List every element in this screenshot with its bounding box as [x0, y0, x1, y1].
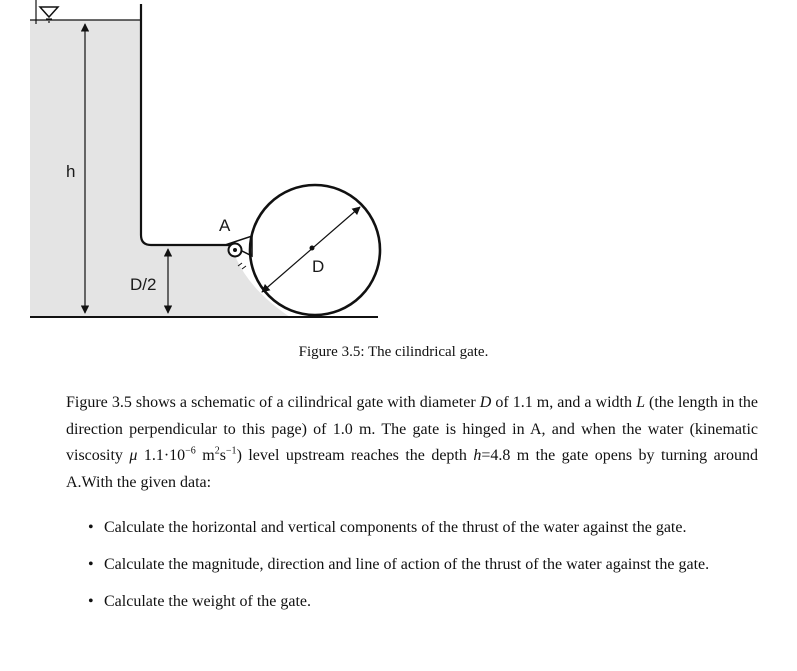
wall [141, 4, 232, 245]
problem-paragraph: Figure 3.5 shows a schematic of a cilindrical gate with diameter D of 1.1 m, and a width L (the length in the direction perpendicular to this page) of 1.0 m. The gate is hinged in A, and when the water (kinematic viscosity μ $1.1\cdot 10^{-6}$ $m^2s^{-1}$) level upstream reaches the depth h=4.8 m the gate opens by turning around A.With the given data: [66, 394, 759, 491]
gate-cylinder [250, 185, 380, 315]
d-half-label: D/2 [130, 275, 157, 294]
problem-text [66, 390, 758, 624]
list-item: • Calculate the magnitude, direction and line of action of the thrust of the water against the gate. [66, 550, 758, 579]
figure-caption: Figure 3.5: The cilindrical gate. [298, 344, 489, 360]
list-item: • Calculate the horizontal and vertical components of the thrust of the water against the gate. [66, 513, 758, 542]
h-label: h [66, 162, 76, 181]
task-list [66, 513, 758, 616]
center-point [310, 246, 315, 251]
d-label: D [312, 257, 325, 276]
list-item: • Calculate the weight of the gate. [66, 587, 758, 616]
cylindrical-gate-figure [0, 0, 797, 330]
a-label: A [219, 216, 231, 235]
